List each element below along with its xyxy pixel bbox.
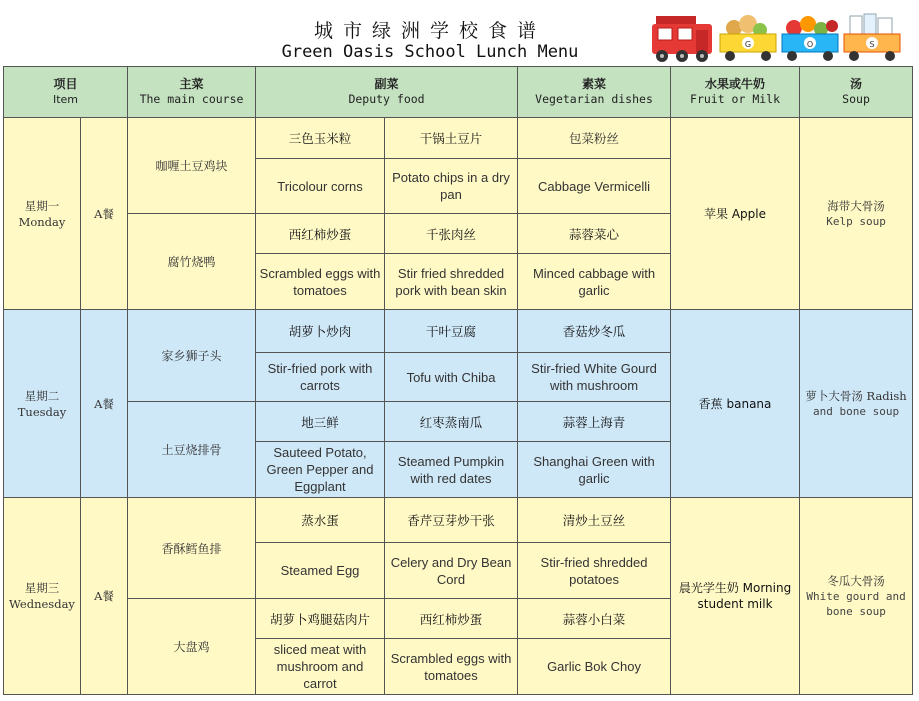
header-item-cn: 项目	[53, 77, 78, 91]
deputy-dish-2: 干锅土豆片	[385, 118, 518, 159]
table-row	[4, 310, 913, 353]
main-course: 咖喱土豆鸡块	[128, 118, 256, 214]
deputy-dish-2: 香芹豆芽炒干张	[385, 498, 518, 543]
vegetarian-dish: Stir-fried White Gourd with mushroom	[518, 353, 671, 402]
deputy-dish-2: Scrambled eggs with tomatoes	[385, 639, 518, 695]
deputy-dish-1: 地三鲜	[256, 402, 385, 442]
header-row	[4, 67, 913, 118]
main-course: 腐竹烧鸭	[128, 214, 256, 310]
header-deputy-en: Deputy food	[348, 92, 425, 106]
soup-cn: 海带大骨汤	[827, 198, 885, 213]
train-label-o: O	[806, 40, 814, 49]
deputy-dish-2: 千张肉丝	[385, 214, 518, 254]
header-soup-cn: 汤	[850, 77, 863, 91]
train-label-g: G	[744, 40, 752, 49]
header-deputy-food	[256, 67, 518, 118]
vegetarian-dish: 蒜蓉菜心	[518, 214, 671, 254]
deputy-dish-2: Tofu with Chiba	[385, 353, 518, 402]
meal-type: A餐	[81, 118, 128, 310]
meal-type: A餐	[81, 498, 128, 695]
vegetarian-dish: Shanghai Green with garlic	[518, 442, 671, 498]
header-veg-cn: 素菜	[582, 77, 607, 91]
train-car-fruit-icon	[782, 16, 838, 61]
deputy-dish-1: sliced meat with mushroom and carrot	[256, 639, 385, 695]
deputy-dish-2: Stir fried shredded pork with bean skin	[385, 254, 518, 310]
day-cell-tuesday	[4, 310, 81, 498]
deputy-dish-2: Potato chips in a dry pan	[385, 159, 518, 214]
fruit-or-milk: 苹果 Apple	[671, 118, 800, 310]
page-title-english: Green Oasis School Lunch Menu	[281, 42, 579, 62]
deputy-dish-1: 胡萝卜鸡腿菇肉片	[256, 599, 385, 639]
vegetarian-dish: 香菇炒冬瓜	[518, 310, 671, 353]
header-main-course	[128, 67, 256, 118]
deputy-dish-2: 西红柿炒蛋	[385, 599, 518, 639]
vegetarian-dish: Garlic Bok Choy	[518, 639, 671, 695]
soup-en: and bone soup	[812, 404, 900, 418]
header-item	[4, 67, 128, 118]
header-item-en: Item	[52, 93, 79, 106]
header-fruit-cn: 水果或牛奶	[705, 77, 766, 91]
day-cell-wednesday	[4, 498, 81, 695]
day-cn: 星期一	[24, 198, 60, 213]
soup-en: White gourd and bone soup	[806, 589, 906, 618]
table-row	[4, 118, 913, 159]
deputy-dish-2: Steamed Pumpkin with red dates	[385, 442, 518, 498]
header-soup	[800, 67, 913, 118]
deputy-dish-1: Tricolour corns	[256, 159, 385, 214]
header-deputy-cn: 副菜	[374, 77, 399, 91]
deputy-dish-2: 红枣蒸南瓜	[385, 402, 518, 442]
fruit-or-milk: 香蕉 banana	[671, 310, 800, 498]
day-en: Monday	[18, 214, 66, 229]
fruit-or-milk: 晨光学生奶 Morning student milk	[671, 498, 800, 695]
day-en: Tuesday	[17, 404, 67, 419]
deputy-dish-1: 胡萝卜炒肉	[256, 310, 385, 353]
train-engine-icon	[652, 16, 712, 62]
deputy-dish-1: Steamed Egg	[256, 543, 385, 599]
soup-cn: 冬瓜大骨汤	[827, 573, 885, 588]
deputy-dish-1: Stir-fried pork with carrots	[256, 353, 385, 402]
soup-en: Kelp soup	[826, 214, 886, 228]
vegetarian-dish: 包菜粉丝	[518, 118, 671, 159]
deputy-dish-1: Sauteed Potato, Green Pepper and Eggplant	[256, 442, 385, 498]
main-course: 土豆烧排骨	[128, 402, 256, 498]
deputy-dish-1: 蒸水蛋	[256, 498, 385, 543]
soup-cell	[800, 118, 913, 310]
header-soup-en: Soup	[842, 92, 870, 106]
day-en: Wednesday	[9, 597, 75, 611]
train-label-s: S	[869, 40, 875, 49]
soup-cn: 萝卜大骨汤 Radish	[805, 388, 907, 403]
header-veg-en: Vegetarian dishes	[535, 92, 653, 106]
deputy-dish-2: Celery and Dry Bean Cord	[385, 543, 518, 599]
page-title-chinese: 城市绿洲学校食谱	[313, 20, 546, 42]
soup-cell	[800, 498, 913, 695]
meal-type: A餐	[81, 310, 128, 498]
main-course: 家乡狮子头	[128, 310, 256, 402]
day-cell-monday	[4, 118, 81, 310]
table-row	[4, 498, 913, 543]
header-vegetarian	[518, 67, 671, 118]
soup-cell	[800, 310, 913, 498]
deputy-dish-1: Scrambled eggs with tomatoes	[256, 254, 385, 310]
vegetarian-dish: Minced cabbage with garlic	[518, 254, 671, 310]
deputy-dish-1: 三色玉米粒	[256, 118, 385, 159]
train-illustration	[648, 10, 913, 64]
deputy-dish-2: 干叶豆腐	[385, 310, 518, 353]
main-course: 香酥鳕鱼排	[128, 498, 256, 599]
day-cn: 星期三	[24, 581, 60, 595]
vegetarian-dish: 清炒土豆丝	[518, 498, 671, 543]
menu-table	[3, 66, 913, 695]
vegetarian-dish: Cabbage Vermicelli	[518, 159, 671, 214]
deputy-dish-1: 西红柿炒蛋	[256, 214, 385, 254]
vegetarian-dish: 蒜蓉小白菜	[518, 599, 671, 639]
vegetarian-dish: 蒜蓉上海青	[518, 402, 671, 442]
header-main-en: The main course	[139, 92, 244, 106]
day-cn: 星期二	[24, 388, 60, 403]
train-car-bread-icon	[720, 15, 776, 61]
title-area	[0, 0, 919, 66]
vegetarian-dish: Stir-fried shredded potatoes	[518, 543, 671, 599]
header-fruit-en: Fruit or Milk	[690, 92, 781, 106]
header-main-cn: 主菜	[179, 77, 204, 91]
header-fruit-milk	[671, 67, 800, 118]
train-car-milk-icon	[844, 14, 900, 61]
main-course: 大盘鸡	[128, 599, 256, 695]
